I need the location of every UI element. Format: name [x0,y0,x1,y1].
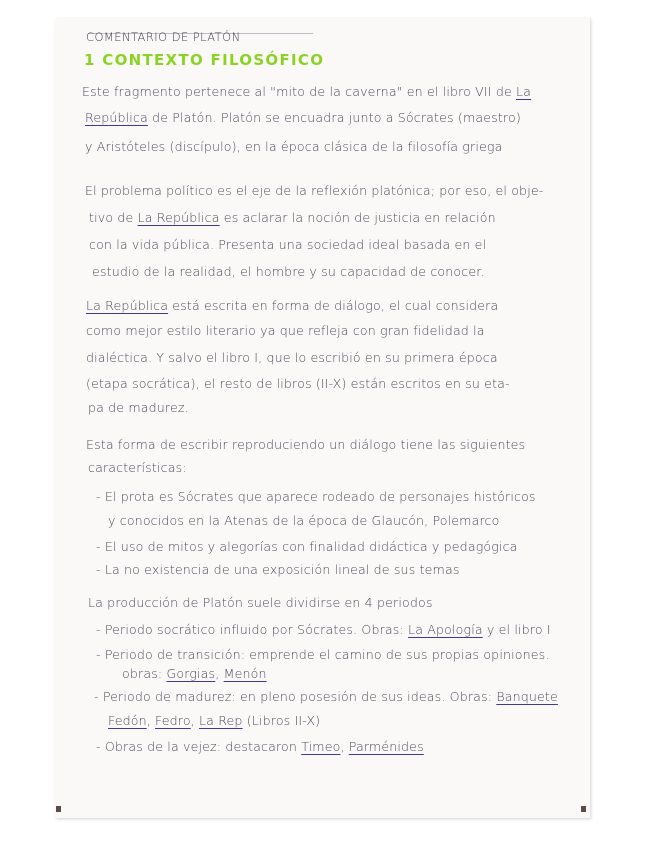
text-span: - Periodo de transición: emprende el camino de sus propias opiniones. [96,647,550,662]
text-span: - Obras de la vejez: destacaron [96,739,302,754]
corner-mark [581,806,586,812]
text-span: con la vida pública. Presenta una sociedad ideal basada en el [89,237,487,252]
text-span: - La no existencia de una exposición lineal de sus temas [96,562,460,577]
work-title-underlined: Parménides [348,739,424,754]
period-item-maturity-works [108,713,320,728]
text-span: obras: [122,666,167,681]
text-span: - El prota es Sócrates que aparece rodeado de personajes históricos [96,489,536,504]
text-span: (etapa socrática), el resto de libros (II-X) están escritos en su eta- [86,376,510,391]
work-title-underlined: Gorgias [166,666,216,681]
text-span: (Libros II-X) [242,713,321,728]
text-span: Esta forma de escribir reproduciendo un diálogo tiene las siguientes [86,437,526,452]
text-span: La producción de Platón suele dividirse en 4 periodos [88,595,433,610]
text-span: tivo de [89,210,138,225]
p3-line-1 [86,298,498,313]
text-span: - Periodo de madurez: en pleno posesión de sus ideas. Obras: [94,689,497,704]
p3-line-4 [86,376,510,391]
period-item-transition [96,647,550,662]
text-span: , [146,713,156,728]
text-span: , [215,666,224,681]
text-span: está escrita en forma de diálogo, el cual considera [168,298,499,313]
work-title-underlined: República [85,110,148,125]
work-title-underlined: La Apología [408,622,483,637]
text-span: - Periodo socrático influido por Sócrates. Obras: [96,622,409,637]
text-span: , [340,739,349,754]
period-item-maturity [94,689,558,704]
text-span: estudio de la realidad, el hombre y su capacidad de conocer. [92,264,485,279]
work-title-underlined: Banquete [496,689,558,704]
period-item-old-age [96,739,424,754]
p2-line-3 [89,237,486,252]
work-title-underlined: La Rep [199,713,243,728]
bullet-item-continued [108,513,499,528]
p4-line-1 [86,437,525,452]
text-span: y Aristóteles (discípulo), en la época clásica de la filosofía griega [85,139,503,154]
text-span: - El uso de mitos y alegorías con finalidad didáctica y pedagógica [96,539,518,554]
p2-line-1 [85,183,543,198]
p3-line-3 [86,350,498,365]
bullet-item [96,539,518,554]
text-span: es aclarar la noción de justicia en relación [219,210,496,225]
document-title: COMENTARIO DE PLATÓN [86,30,241,44]
p5-line-1 [88,595,433,610]
bullet-item [96,562,460,577]
text-span: , [190,713,200,728]
work-title-underlined: La República [86,298,169,313]
text-span: como mejor estilo literario ya que refleja con gran fidelidad la [86,323,485,338]
work-title-underlined: La República [137,210,220,225]
text-span: y el libro I [482,622,551,637]
work-title-underlined: Menón [223,666,267,681]
text-span: pa de madurez. [88,400,189,415]
p2-line-2 [89,210,496,225]
text-span: Este fragmento pertenece al "mito de la caverna" en el libro VII de [82,84,517,99]
p1-line-2 [85,110,521,125]
work-title-underlined: Fedón [108,713,147,728]
text-span: de Platón. Platón se encuadra junto a Sócrates (maestro) [147,110,521,125]
p2-line-4 [92,264,485,279]
period-item-socratic [96,622,551,637]
work-title-underlined: Fedro [155,713,191,728]
corner-mark [56,806,61,812]
p1-line-3 [85,139,502,154]
p1-line-1 [82,84,531,99]
work-title-underlined: La [516,84,532,99]
text-span: características: [88,460,187,475]
text-span: dialéctica. Y salvo el libro I, que lo escribió en su primera época [86,350,498,365]
work-title-underlined: Timeo [301,739,341,754]
period-item-transition-works [122,666,267,681]
bullet-item [96,489,536,504]
p4-line-2 [88,460,187,475]
text-span: y conocidos en la Atenas de la época de Glaucón, Polemarco [108,513,500,528]
p3-line-5 [88,400,189,415]
text-span: El problema político es el eje de la reflexión platónica; por eso, el obje- [85,183,544,198]
p3-line-2 [86,323,485,338]
section-heading: 1 CONTEXTO FILOSÓFICO [84,51,325,69]
